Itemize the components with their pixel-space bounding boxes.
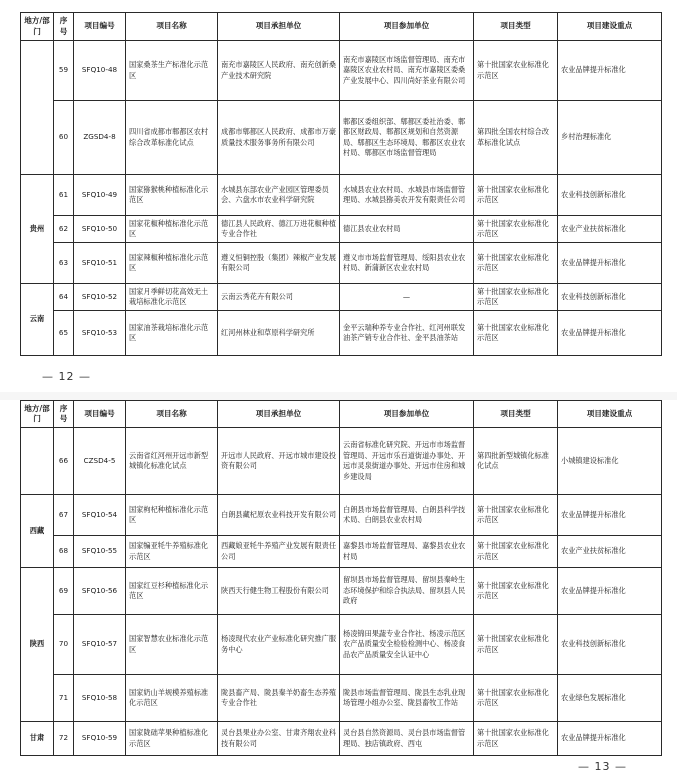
table-row [21, 41, 662, 101]
code-cell: SFQ10-52 [74, 284, 126, 311]
col-header-partners: 项目参加单位 [340, 401, 474, 428]
type-cell: 第十批国家农业标准化示范区 [474, 311, 558, 356]
col-header-focus: 项目建设重点 [558, 13, 662, 41]
partners-cell: 白朗县市场监督管理局、白朗县科学技术局、白朗县农业农村局 [340, 495, 474, 536]
no-cell: 63 [54, 243, 74, 284]
focus-cell: 农业科技创新标准化 [558, 175, 662, 216]
type-cell: 第四批新型城镇化标准化试点 [474, 428, 558, 495]
lead-cell: 开远市人民政府、开远市城市建设投资有限公司 [218, 428, 340, 495]
type-cell: 第十批国家农业标准化示范区 [474, 41, 558, 101]
no-cell: 72 [54, 722, 74, 756]
type-cell: 第十批国家农业标准化示范区 [474, 216, 558, 243]
standards-table-page-13 [20, 400, 662, 756]
type-cell: 第四批全国农村综合改革标准化试点 [474, 101, 558, 175]
table-row [21, 243, 662, 284]
code-cell: SFQ10-55 [74, 536, 126, 568]
name-cell: 国家陇础苹果种植标准化示范区 [126, 722, 218, 756]
no-cell: 66 [54, 428, 74, 495]
table-row [21, 675, 662, 722]
table-row [21, 428, 662, 495]
name-cell: 云南省红河州开远市新型城镇化标准化试点 [126, 428, 218, 495]
type-cell: 第十批国家农业标准化示范区 [474, 495, 558, 536]
focus-cell: 农业绿色发展标准化 [558, 675, 662, 722]
focus-cell: 农业品牌提升标准化 [558, 41, 662, 101]
name-cell: 国家花椒种植标准化示范区 [126, 216, 218, 243]
lead-cell: 杨凌现代农业产业标准化研究推广服务中心 [218, 615, 340, 675]
code-cell: SFQ10-57 [74, 615, 126, 675]
focus-cell: 农业科技创新标准化 [558, 284, 662, 311]
focus-cell: 农业品牌提升标准化 [558, 495, 662, 536]
name-cell: 国家智慧农业标准化示范区 [126, 615, 218, 675]
focus-cell: 农业品牌提升标准化 [558, 311, 662, 356]
lead-cell: 陇县畜产局、陇县秦羊奶畜生态养殖专业合作社 [218, 675, 340, 722]
col-header-type: 项目类型 [474, 13, 558, 41]
no-cell: 69 [54, 568, 74, 615]
col-header-no: 序号 [54, 401, 74, 428]
no-cell: 61 [54, 175, 74, 216]
code-cell: ZGSD4-8 [74, 101, 126, 175]
focus-cell: 农业产业扶贫标准化 [558, 216, 662, 243]
code-cell: SFQ10-53 [74, 311, 126, 356]
col-header-region: 地方/部门 [21, 401, 54, 428]
lead-cell: 成都市郫都区人民政府、成都市万豪质量技术服务事务所有限公司 [218, 101, 340, 175]
lead-cell: 白朗县藏杞原农业科技开发有限公司 [218, 495, 340, 536]
table-row [21, 495, 662, 536]
table-header-row [21, 401, 662, 428]
table-header-row [21, 13, 662, 41]
name-cell: 国家辣椒种植标准化示范区 [126, 243, 218, 284]
partners-cell: — [340, 284, 474, 311]
partners-cell: 金平云瑞种养专业合作社、红河州联发油茶产销专业合作社、金平县油茶站 [340, 311, 474, 356]
no-cell: 65 [54, 311, 74, 356]
code-cell: SFQ10-56 [74, 568, 126, 615]
table-row [21, 284, 662, 311]
col-header-code: 项目编号 [74, 401, 126, 428]
partners-cell: 郫都区委组织部、郫都区委社治委、郫都区财政局、郫都区规划和自然资源局、郫都区生态环境局、郫都区农业农村局、郫都区市场监督管理局 [340, 101, 474, 175]
partners-cell: 云南省标准化研究院、开远市市场监督管理局、开远市乐百道街道办事处、开远市灵泉街道办事处、开远市住房和城乡建设局 [340, 428, 474, 495]
name-cell: 国家油茶栽培标准化示范区 [126, 311, 218, 356]
page-number: — 12 — [42, 370, 91, 383]
partners-cell: 德江县农业农村局 [340, 216, 474, 243]
col-header-lead: 项目承担单位 [218, 13, 340, 41]
partners-cell: 灵台县自然资源局、灵台县市场监督管理局、独店镇政府、西屯 [340, 722, 474, 756]
page-13 [0, 392, 677, 779]
code-cell: SFQ10-54 [74, 495, 126, 536]
no-cell: 67 [54, 495, 74, 536]
no-cell: 62 [54, 216, 74, 243]
col-header-code: 项目编号 [74, 13, 126, 41]
table-row [21, 101, 662, 175]
type-cell: 第十批国家农业标准化示范区 [474, 536, 558, 568]
partners-cell: 陇县市场监督管理局、陇县生态乳业现场管理小组办公室、陇县畜牧工作站 [340, 675, 474, 722]
type-cell: 第十批国家农业标准化示范区 [474, 615, 558, 675]
no-cell: 68 [54, 536, 74, 568]
partners-cell: 水城县农业农村局、水城县市场监督管理局、水城县猕美农开发有限责任公司 [340, 175, 474, 216]
col-header-partners: 项目参加单位 [340, 13, 474, 41]
lead-cell: 西藏娘亚牦牛养殖产业发展有限责任公司 [218, 536, 340, 568]
name-cell: 国家桑茶生产标准化示范区 [126, 41, 218, 101]
partners-cell: 嘉黎县市场监督管理局、嘉黎县农业农村局 [340, 536, 474, 568]
region-cell: 云南 [21, 284, 54, 356]
table-row [21, 311, 662, 356]
code-cell: SFQ10-49 [74, 175, 126, 216]
name-cell: 国家红豆杉种植标准化示范区 [126, 568, 218, 615]
lead-cell: 陕西天行健生物工程股份有限公司 [218, 568, 340, 615]
focus-cell: 农业品牌提升标准化 [558, 722, 662, 756]
table-row [21, 175, 662, 216]
type-cell: 第十批国家农业标准化示范区 [474, 284, 558, 311]
partners-cell: 杨凌锦田果蔬专业合作社、杨凌示范区农产品质量安全检验检测中心、杨凌食品农产品质量安全认证中心 [340, 615, 474, 675]
no-cell: 64 [54, 284, 74, 311]
lead-cell: 水城县东部农业产业园区管理委员会、六盘水市农业科学研究院 [218, 175, 340, 216]
lead-cell: 云南云秀花卉有限公司 [218, 284, 340, 311]
no-cell: 71 [54, 675, 74, 722]
page-number: — 13 — [578, 760, 627, 773]
table-row [21, 722, 662, 756]
type-cell: 第十批国家农业标准化示范区 [474, 175, 558, 216]
focus-cell: 小城镇建设标准化 [558, 428, 662, 495]
code-cell: SFQ10-50 [74, 216, 126, 243]
focus-cell: 农业品牌提升标准化 [558, 243, 662, 284]
name-cell: 国家月季鲜切花高效无土栽培标准化示范区 [126, 284, 218, 311]
no-cell: 70 [54, 615, 74, 675]
no-cell: 59 [54, 41, 74, 101]
name-cell: 国家奶山羊规模养殖标准化示范区 [126, 675, 218, 722]
table-row [21, 615, 662, 675]
name-cell: 国家犏亚牦牛养殖标准化示范区 [126, 536, 218, 568]
code-cell: SFQ10-58 [74, 675, 126, 722]
table-row [21, 568, 662, 615]
name-cell: 国家枸杞种植标准化示范区 [126, 495, 218, 536]
partners-cell: 遵义市市场监督管理局、绥阳县农业农村局、新蒲新区农业农村局 [340, 243, 474, 284]
code-cell: SFQ10-48 [74, 41, 126, 101]
region-cell: 陕西 [21, 568, 54, 722]
region-cell: 贵州 [21, 175, 54, 284]
partners-cell: 南充市嘉陵区市场监督管理局、南充市嘉陵区农业农村局、南充市嘉陵区委桑产业发展中心、四川尚好茶业有限公司 [340, 41, 474, 101]
col-header-name: 项目名称 [126, 401, 218, 428]
type-cell: 第十批国家农业标准化示范区 [474, 568, 558, 615]
table-row [21, 536, 662, 568]
col-header-type: 项目类型 [474, 401, 558, 428]
region-cell: 甘肃 [21, 722, 54, 756]
code-cell: CZSD4-5 [74, 428, 126, 495]
lead-cell: 德江县人民政府、德江万进花椒种植专业合作社 [218, 216, 340, 243]
lead-cell: 灵台县果业办公室、甘肃齐翔农业科技有限公司 [218, 722, 340, 756]
name-cell: 国家猕猴桃种植标准化示范区 [126, 175, 218, 216]
col-header-name: 项目名称 [126, 13, 218, 41]
region-cell [21, 41, 54, 175]
focus-cell: 农业品牌提升标准化 [558, 568, 662, 615]
type-cell: 第十批国家农业标准化示范区 [474, 722, 558, 756]
name-cell: 四川省成都市郫都区农村综合改革标准化试点 [126, 101, 218, 175]
lead-cell: 遵义恒铜控股（集团）辣椒产业发展有限公司 [218, 243, 340, 284]
region-cell: 西藏 [21, 495, 54, 568]
col-header-lead: 项目承担单位 [218, 401, 340, 428]
lead-cell: 南充市嘉陵区人民政府、南充创新桑产业技术研究院 [218, 41, 340, 101]
region-cell [21, 428, 54, 495]
no-cell: 60 [54, 101, 74, 175]
standards-table-page-12 [20, 12, 662, 356]
type-cell: 第十批国家农业标准化示范区 [474, 675, 558, 722]
col-header-focus: 项目建设重点 [558, 401, 662, 428]
table-row [21, 216, 662, 243]
focus-cell: 农业产业扶贫标准化 [558, 536, 662, 568]
code-cell: SFQ10-51 [74, 243, 126, 284]
lead-cell: 红河州林业和草原科学研究所 [218, 311, 340, 356]
code-cell: SFQ10-59 [74, 722, 126, 756]
focus-cell: 农业科技创新标准化 [558, 615, 662, 675]
type-cell: 第十批国家农业标准化示范区 [474, 243, 558, 284]
focus-cell: 乡村治理标准化 [558, 101, 662, 175]
col-header-region: 地方/部门 [21, 13, 54, 41]
col-header-no: 序号 [54, 13, 74, 41]
partners-cell: 留坝县市场监督管理局、留坝县秦岭生态环境保护和综合执法局、留坝县人民政府 [340, 568, 474, 615]
